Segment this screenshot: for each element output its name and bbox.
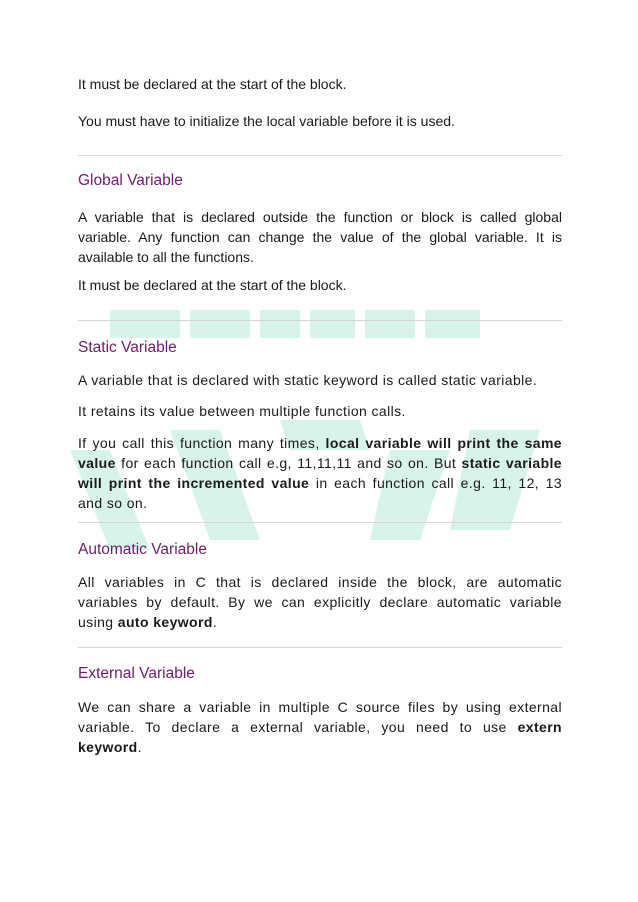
intro-paragraph-1: It must be declared at the start of the block. bbox=[78, 76, 347, 92]
bold-extern-keyword: extern keyword bbox=[78, 719, 562, 755]
static-variable-heading: Static Variable bbox=[78, 339, 177, 356]
external-variable-heading: External Variable bbox=[78, 665, 195, 682]
automatic-variable-heading: Automatic Variable bbox=[78, 541, 207, 558]
static-variable-paragraph-3: If you call this function many times, local variable will print the same value for each function call e.g, 11,11,11 and so on. But static variable will print the incremented value in each function call e.g. 11, 12, 13 and so on. bbox=[78, 435, 563, 511]
bold-local-variable-note: local variable will print the same value bbox=[78, 435, 562, 471]
bold-auto-keyword: auto keyword bbox=[117, 614, 213, 630]
static-variable-paragraph-1: A variable that is declared with static keyword is called static variable. bbox=[78, 372, 538, 388]
global-variable-paragraph-1: A variable that is declared outside the function or block is called global variable. Any function can change the value of the global variable. It is available to all the functions. bbox=[78, 209, 562, 265]
intro-paragraph-2: You must have to initialize the local variable before it is used. bbox=[78, 113, 455, 129]
bold-static-variable-note: static variable will print the incremented value bbox=[78, 455, 562, 491]
external-variable-paragraph: We can share a variable in multiple C source files by using external variable. To declare a external variable, you need to use extern keyword. bbox=[78, 699, 562, 755]
section-divider bbox=[78, 647, 562, 648]
section-divider bbox=[78, 320, 562, 321]
automatic-variable-paragraph: All variables in C that is declared inside the block, are automatic variables by default. By we can explicitly declare automatic variable using auto keyword. bbox=[78, 574, 562, 630]
global-variable-paragraph-2: It must be declared at the start of the block. bbox=[78, 277, 347, 293]
section-divider bbox=[78, 522, 562, 523]
section-divider bbox=[78, 155, 562, 156]
global-variable-heading: Global Variable bbox=[78, 172, 183, 189]
static-variable-paragraph-2: It retains its value between multiple function calls. bbox=[78, 403, 406, 419]
